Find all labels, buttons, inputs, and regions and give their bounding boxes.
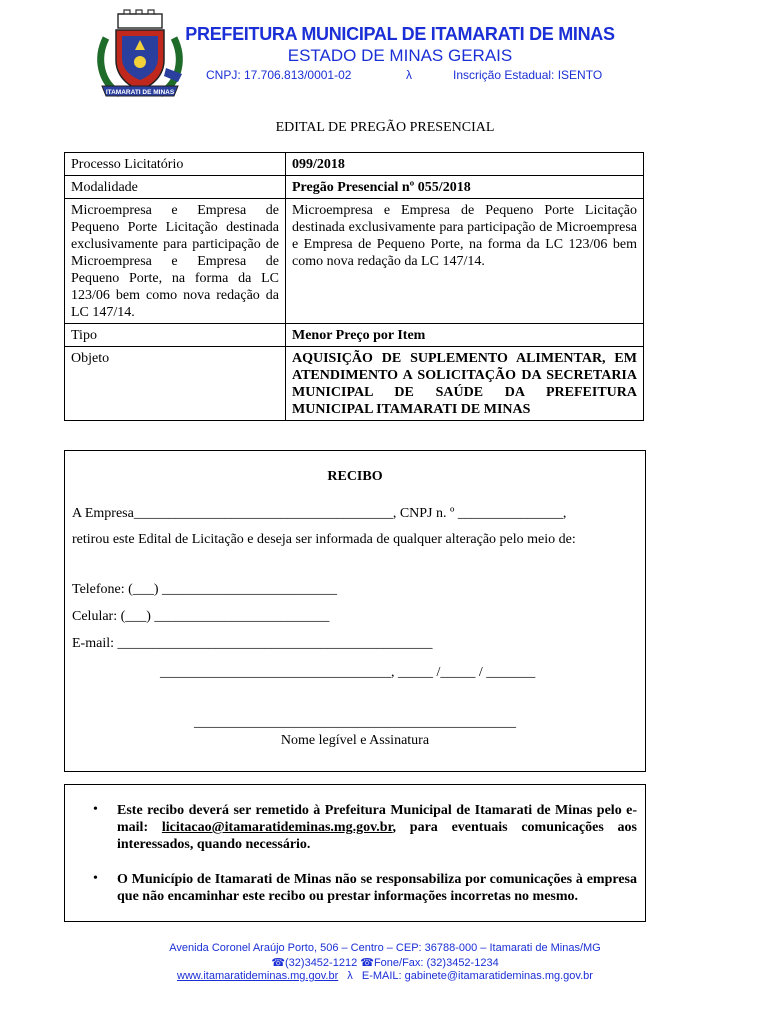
table-label-cell: Objeto <box>65 347 286 421</box>
table-row <box>65 324 644 347</box>
municipality-title: PREFEITURA MUNICIPAL DE ITAMARATI DE MINAS <box>185 24 615 44</box>
state-subtitle: ESTADO DE MINAS GERAIS <box>287 46 513 65</box>
table-label-cell: Modalidade <box>65 176 286 199</box>
note1-suffix: , para eventuais comunicações aos interessados, quando necessário. <box>117 820 637 852</box>
signature-line[interactable]: ______________________________________________ <box>194 715 516 730</box>
website-link[interactable]: www.itamaratideminas.mg.gov.br <box>177 970 339 982</box>
table-row <box>65 347 644 421</box>
document-title: EDITAL DE PREGÃO PRESENCIAL <box>275 120 495 135</box>
email-field[interactable]: E-mail: _____________________________________________ <box>72 636 433 651</box>
footer-email[interactable]: E-MAIL: gabinete@itamaratideminas.mg.gov.br <box>361 970 593 982</box>
header-separator: λ <box>406 68 412 82</box>
table-row <box>65 199 644 324</box>
table-row <box>65 176 644 199</box>
list-item: O Município de Itamarati de Minas não se responsabiliza por comunicações à empresa que não encaminhar este recibo ou prestar informações incorretas no mesmo. <box>117 872 637 904</box>
place-date-field[interactable]: _________________________________, _____ /_____ / _______ <box>160 665 536 680</box>
cnpj-text: CNPJ: 17.706.813/0001-02 <box>206 68 352 82</box>
table-value-cell: Microempresa e Empresa de Pequeno Porte Licitação destinada exclusivamente para participação de Microempresa e Empresa de Pequeno Porte, na forma da LC 123/06 bem como nova redação da LC 147/14. <box>286 199 644 324</box>
footer-address: Avenida Coronel Araújo Porto, 506 – Centro – CEP: 36788-000 – Itamarati de Minas/MG <box>169 942 601 954</box>
receipt-title: RECIBO <box>327 469 383 484</box>
table-label-cell: Tipo <box>65 324 286 347</box>
bullet-icon: • <box>93 802 98 817</box>
company-field[interactable]: A Empresa_____________________________________, CNPJ n. º _______________, <box>72 506 567 521</box>
mobile-field[interactable]: Celular: (___) _________________________ <box>72 609 330 624</box>
table-label-cell: Processo Licitatório <box>65 153 286 176</box>
bid-info-table <box>64 152 644 421</box>
bid-email-link[interactable]: licitacao@itamaratideminas.mg.gov.br <box>161 820 393 835</box>
telephone-field[interactable]: Telefone: (___) _________________________ <box>72 582 337 597</box>
table-row <box>65 153 644 176</box>
notes-box <box>64 784 646 922</box>
list-item <box>117 802 637 853</box>
table-value-cell: AQUISIÇÃO DE SUPLEMENTO ALIMENTAR, EM ATENDIMENTO A SOLICITAÇÃO DA SECRETARIA MUNICIPAL DE SAÚDE DA PREFEITURA MUNICIPAL ITAMARATI DE MINAS <box>286 347 644 421</box>
table-value-cell: Menor Preço por Item <box>286 324 644 347</box>
table-value-cell: Pregão Presencial nº 055/2018 <box>286 176 644 199</box>
bullet-icon: • <box>93 871 98 886</box>
receipt-form-box <box>64 450 646 772</box>
footer-separator: λ <box>347 970 353 982</box>
table-label-cell: Microempresa e Empresa de Pequeno Porte Licitação destinada exclusivamente para participação de Microempresa e Empresa de Pequeno Porte, na forma da LC 123/06 bem como nova redação da LC 147/14. <box>65 199 286 324</box>
note1-text: Este recibo deverá ser remetido à Prefeitura Municipal de Itamarati de Minas pelo e-mail: <box>117 803 637 835</box>
table-value-cell: 099/2018 <box>286 153 644 176</box>
signature-label: Nome legível e Assinatura <box>280 733 430 748</box>
footer-contact <box>0 970 770 982</box>
crest-ribbon-text: ITAMARATI DE MINAS <box>105 89 175 96</box>
state-registration-text: Inscrição Estadual: ISENTO <box>453 68 603 82</box>
retirou-statement: retirou este Edital de Licitação e deseja ser informada de qualquer alteração pelo meio de: <box>72 532 576 547</box>
footer-phones: ☎(32)3452-1212 ☎Fone/Fax: (32)3452-1234 <box>271 957 499 969</box>
